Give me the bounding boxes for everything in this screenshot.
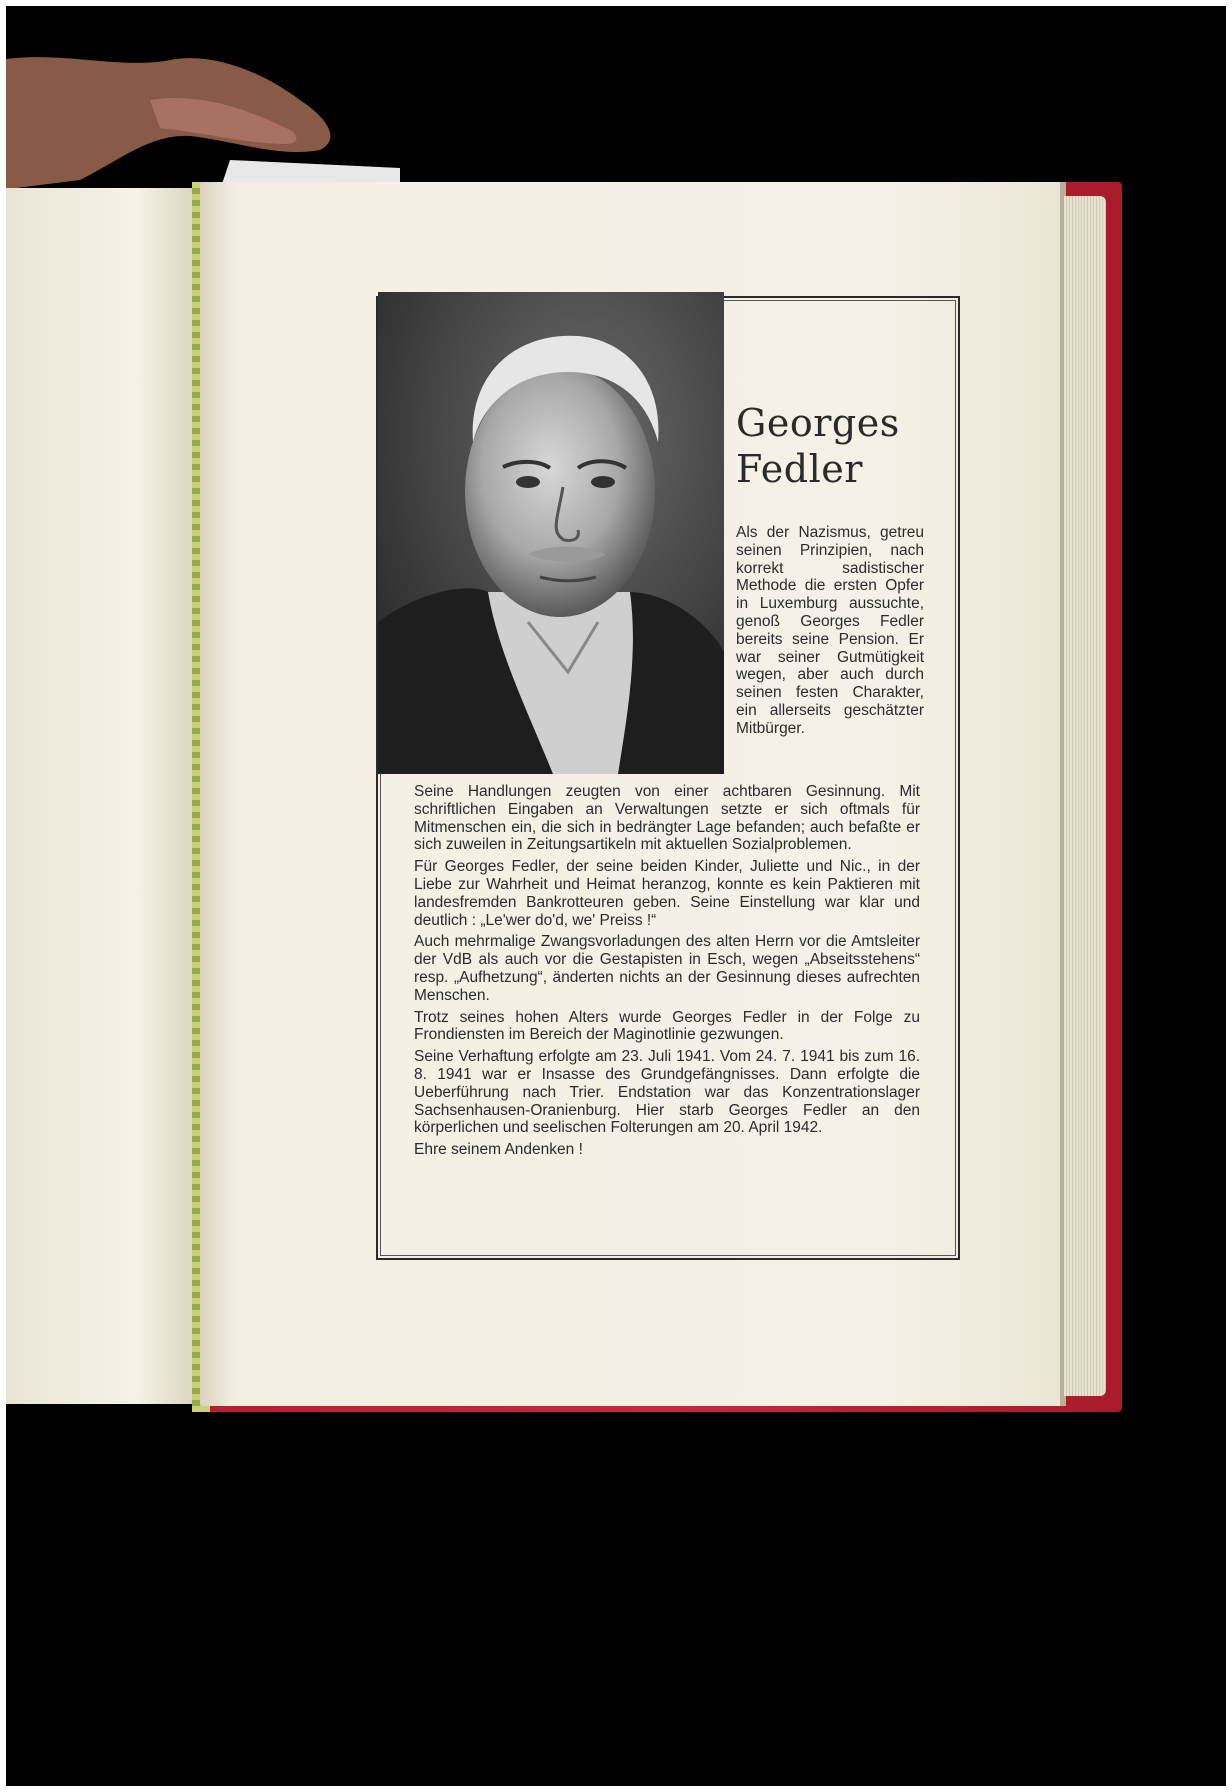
article-body xyxy=(414,783,920,1163)
body-paragraph: Für Georges Fedler, der seine beiden Kinder, Juliette und Nic., in der Liebe zur Wahrheit und Heimat heranzog, konnte es kein Paktieren mit landesfremden Bankrotteuren geben. Seine Einstellung war klar und deutlich : „Le'wer do'd, we' Preiss !“ xyxy=(414,858,920,929)
hand-image xyxy=(0,40,400,190)
portrait-photo xyxy=(378,292,724,774)
title-last-name: Fedler xyxy=(736,447,863,491)
closing-line: Ehre seinem Andenken ! xyxy=(414,1141,583,1159)
lead-paragraph: Als der Nazismus, getreu seinen Prinzipien, nach korrekt sadistischer Methode die ersten Opfer in Luxemburg aussuchte, genoß Georges Fedler bereits seine Pension. Er war seiner Gutmütigkeit wegen, aber auch durch seinen festen Charakter, ein allerseits geschätzter Mitbürger. xyxy=(736,524,924,737)
body-paragraph: Trotz seines hohen Alters wurde Georges Fedler in der Folge zu Frondiensten im Bereich der Maginotlinie gezwungen. xyxy=(414,1008,920,1044)
page-edges xyxy=(1064,196,1106,1396)
title-first-name: Georges xyxy=(736,401,900,445)
body-paragraph: Auch mehrmalige Zwangsvorladungen des alten Herrn vor die Amtsleiter der VdB als auch vor die Gestapisten in Esch, wegen „Abseitsstehens“ resp. „Aufhetzung“, änderten nichts an der Gesinnung dieses aufrechten Menschen. xyxy=(414,933,920,1004)
body-paragraph: Seine Verhaftung erfolgte am 23. Juli 1941. Vom 24. 7. 1941 bis zum 16. 8. 1941 war er Insasse des Grundgefängnisses. Dann erfolgte die Ueberführung nach Trier. Endstation war das Konzentrationslager Sachsenhausen-Oranienburg. Hier starb Georges Fedler an den körperlichen und seelischen Folterungen am 20. April 1942. xyxy=(414,1048,920,1137)
article-title xyxy=(736,400,900,492)
left-page xyxy=(6,188,192,1404)
body-paragraph: Seine Handlungen zeugten von einer achtbaren Gesinnung. Mit schriftlichen Eingaben an Verwaltungen setzte er sich oftmals für Mitmenschen ein, die sich in bedrängter Lage befanden; auch befaßte er sich zuweilen in Zeitungsartikeln mit aktuellen Sozialproblemen. xyxy=(414,783,920,854)
